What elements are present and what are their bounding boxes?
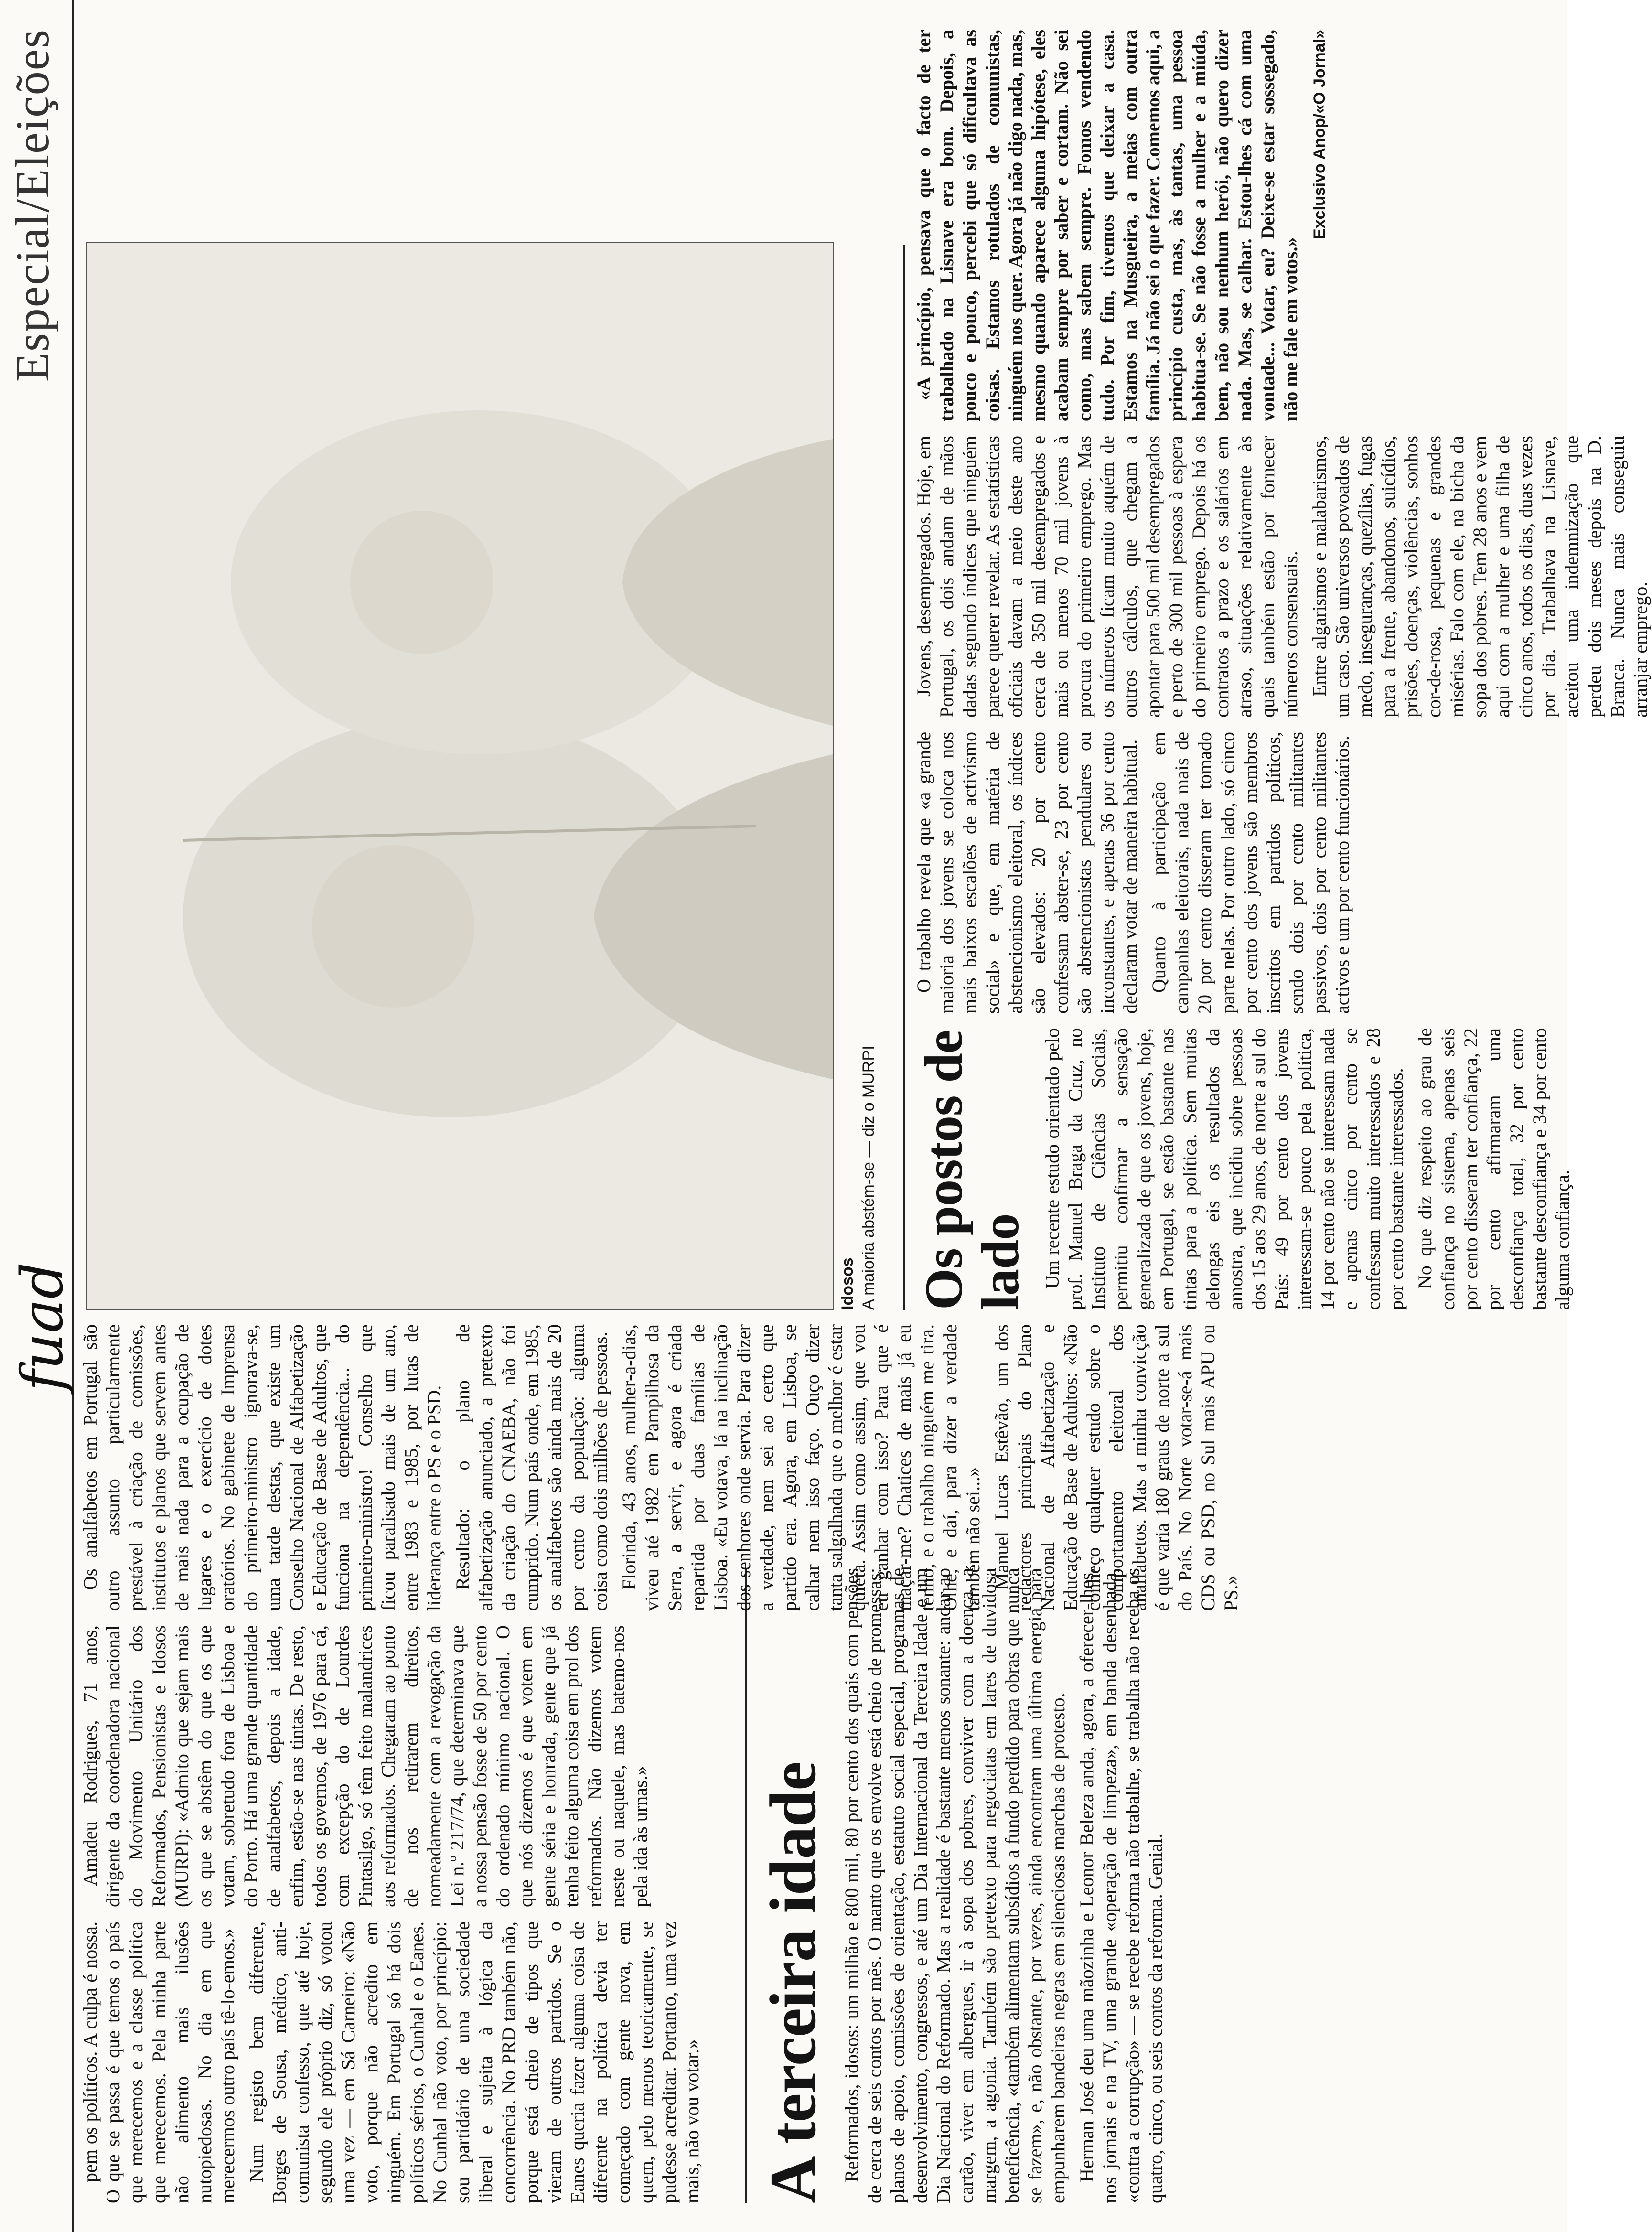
article2-headline: Os postos de lado [914,1030,1030,1310]
article1-paragraph: Os analfabetos em Portugal são outro assunto particularmente prestável à criação de comissões, institutos e planos que servem antes de mais nada para a ocupação de lugares e o exercício de dotes oratórios. No gabinete de Imprensa do primeiro-ministro ignorava-se, uma tarde destas, que existe um Conselho Nacional de Alfabetização e Educação de Base de Adultos, que funciona na dependência... do primeiro-ministro! Conselho que ficou paralisado mais de um ano, entre 1983 e 1985, por lutas de liderança entre o PS e o PSD. [79,1324,445,1611]
caption-title: Idosos [838,1257,857,1310]
article2-column-4 [912,30,1557,421]
article2-sidebar-column [86,30,898,230]
article2-paragraph: Um recente estudo orientado pelo prof. Manuel Braga da Cruz, no Instituto de Ciências Sociais, permitiu confirmar a sensação generalizada de que os jovens, hoje, em Portugal, se estão bastante nas tintas para a política. Sem muitas delongas eis os resultados da amostra, que incidiu sobre pessoas dos 15 aos 29 anos, de norte a sul do País: 49 por cento dos jovens interessam-se pouco pela política, 14 por cento não se interessam nada e apenas cinco por cento se confessam muito interessados e 28 por cento bastante interessados. [1041,1028,1407,1310]
photo-image [87,243,833,1309]
page-header [0,0,74,2232]
article2-paragraph: «A princípio, pensava que o facto de ter trabalhado na Lisnave era bom. Depois, a pouco e pouco, percebi que só dificultava as coisas. Estamos rotulados de comunistas, ninguém nos quer. Agora já não digo nada, mas, mesmo quando aparece alguma hipótese, eles acabam sempre por saber e cortam. Não sei como, mas sabem sempre. Fomos vendendo tudo. Por fim, tivemos que deixar a casa. Estamos na Musgueira, a meias com outra família. Já não sei o que fazer. Comemos aqui, a princípio custa, mas, às tantas, uma pessoa habitua-se. Se não fosse a mulher e a miúda, bem, não sou nenhum herói, não quero dizer nada. Mas, se calhar. Estou-lhes cá com uma vontade... Votar, eu? Deixe-se estar sossegado, não me fale em votos.» [913,30,1301,421]
article2-column-3 [912,436,1651,718]
article1-paragraph: pem os políticos. A culpa é nossa. O que se passa é que temos o país que merecemos e a classe política que merecemos. Pela minha parte não alimento mais ilusões nutopiedosas. No dia em que merecermos outro país tê-lo-emos.» [79,1921,238,2203]
article2-paragraph: O trabalho revela que «a grande maioria dos jovens se coloca nos mais baixos escalões de activismo social» e que, em matéria de abstencionismo eleitoral, os índices são elevados: 20 por cento confessam abster-se, 23 por cento são abstencionistas pendulares ou inconstantes, e apenas 36 por cento declaram votar de maneira habitual. [913,732,1141,1014]
article1-paragraph: Reformados, idosos: um milhão e 800 mil, 80 por cento dos quais com pensões de cerca de seis contos por mês. O manto que os envolve está cheio de promessas: planos de apoio, comissões de orientação, estatuto social especial, programas de desenvolvimento, congressos, e até um Dia Internacional da Terceira Idade e um Dia Nacional do Reformado. Mas a realidade é bastante menos sonante: andar ao cartão, viver em albergues, ir à sopa dos pobres, conviver com a doença, a margem, a agonia. Também são pretexto para negociatas em lares de duvidosa beneficência, «também alimentam subsídios a fundo perdido para obras que nunca se fazem», e, não obstante, por vezes, ainda encontram uma última energia para empunharem bandeiras negras em silenciosas marchas de protesto. [840,1568,1069,2203]
article1-paragraph: Florinda, 43 anos, mulher-a-dias, viveu até 1982 em Pampilhosa da Serra, a servir, e agora é criada repartida por duas famílias de Lisboa. «Eu votava, lá na inclinação dos senhores onde servia. Para dizer a verdade, nem sei ao certo que partido era. Agora, em Lisboa, se calhar nem isso faço. Ouço dizer tanta salgalhada que o melhor é estar quieta. Assim como assim, que vou eu ganhar com isso? Para que é maçar-me? Chatices de mais já eu tenho, e o trabalho ninguém me tira. Olhe, e daí, para dizer a verdade também não sei...» [618,1324,984,1611]
article1-paragraph: Manuel Lucas Estêvão, um dos redactores principais do Plano Nacional de Alfabetização e Educação de Base de Adultos: «Não conheço qualquer estudo sobre o comportamento eleitoral dos analfabetos. Mas a minha convicção é que varia 180 graus de norte a sul do País. No Norte votar-se-á mais CDS ou PSD, no Sul mais APU ou PS.» [991,1324,1242,1611]
article2-credit: Exclusivo Anop/«O Jornal» [1310,30,1329,239]
photo-caption [837,245,894,1310]
section-mark: fuad [10,1262,76,1391]
article1-paragraph: Num registo bem diferente, Borges de Sousa, médico, anti-comunista confesso, que até hoje, segundo ele próprio diz, só votou uma vez — em Sá Carneiro: «Não voto, porque não acredito em ninguém. Em Portugal só há dois políticos sérios, o Cunhal e o Eanes. No Cunhal não voto, por princípio: sou partidário de uma sociedade liberal e sujeita à lógica da concorrência. No PRD também não, porque está cheio de tipos que vieram de outros partidos. Se o Eanes queria fazer alguma coisa de diferente na política devia ter começado com gente nova, em quem, pelo menos teoricamente, se pudesse acreditar. Portanto, uma vez mais, não vou votar.» [246,1921,703,2203]
photo-elderly [86,242,834,1310]
article1-paragraph: Herman José deu uma mãozinha e Leonor Beleza anda, agora, a oferecer-lhes, nos jornais e na TV, uma grande «operação de limpeza», em banda desenhada, «contra a corrupção» — se recebe reforma não trabalhe, se trabalha não receba os quatro, cinco, ou seis contos da reforma. Genial. [1075,1568,1166,2203]
article2-column-1 [912,1028,1574,1310]
article1-column-3 [79,1324,1242,1611]
section-title: Especial/Eleições [6,29,59,382]
article2-paragraph: Jovens, desempregados. Hoje, em Portugal, os dois andam de mãos dadas segundo índices que ninguém parece querer revelar. As estatísticas oficiais davam a meio deste ano cerca de 350 mil desempregados e mais ou menos 70 mil jovens à procura do primeiro emprego. Mas os números ficam muito aquém de outros cálculos, que chegam a apontar para 500 mil desempregados e perto de 300 mil pessoas à espera do primeiro emprego. Depois há os contratos a prazo e os salários em atraso, situações relativamente às quais também estão por fornecer números consensuais. [913,436,1301,718]
article1-top-rule [745,1568,747,2203]
article1-paragraph: Amadeu Rodrigues, 71 anos, dirigente da coordenadora nacional do Movimento Unitário dos Reformados, Pensionistas e Idosos (MURPI): «Admito que sejam mais os que se abstêm do que os que votam, sobretudo fora de Lisboa e do Porto. Há uma grande quantidade de analfabetos, depois a idade, enfim, estão-se nas tintas. De resto, todos os governos, de 1976 para cá, com excepção do de Lourdes Pintasilgo, só têm feito malandrices aos reformados. Chegaram ao ponto de nos retirarem direitos, nomeadamente com a revogação da Lei n.º 217/74, que determinava que a nossa pensão fosse de 50 por cento do ordenado mínimo nacional. O que nós dizemos é que votem em gente séria e honrada, gente que já tenha feito alguma coisa em prol dos reformados. Não dizemos votem neste ou naquele, mas batemo-nos pela ida às urnas.» [79,1625,651,1907]
caption-text: A maioria abstém-se — diz o MURPI [859,1045,878,1310]
article1-column-2 [79,1625,738,1907]
article2-column-2 [912,732,1557,1014]
article2-paragraph: Quanto à participação em campanhas eleitorais, nada mais de 20 por cento disseram ter tomado parte nelas. Por outro lado, só cinco por cento dos jovens são membros inscritos em partidos políticos, sendo dois por cento militantes passivos, dois por cento militantes activos e um por cento funcionários. [1148,732,1353,1014]
article2-paragraph: Entre algarismos e malabarismos, um caso. São universos povoados de medo, inseguranças, quezílias, fugas para a frente, abandonos, suicídios, prisões, doenças, violências, sonhos cor-de-rosa, pequenas e grandes misérias. Falo com ele, na bicha da sopa dos pobres. Tem 28 anos e vem aqui com a mulher e uma filha de cinco anos, todos os dias, duas vezes por dia. Trabalhava na Lisnave, aceitou uma indemnização que perdeu dois meses depois na D. Branca. Nunca mais conseguiu arranjar emprego. [1309,436,1651,718]
article1-body [755,1568,1557,2203]
article2-top-rule [903,245,905,1310]
article1-paragraph: Resultado: o plano de alfabetização anunciado, a pretexto da criação do CNAEBA, não foi cumprido. Num país onde, em 1985, os analfabetos são ainda mais de 20 por cento da população: alguma coisa como dois milhões de pessoas. [452,1324,611,1611]
article2-paragraph: No que diz respeito ao grau de confiança no sistema, apenas seis por cento disseram ter confiança, 22 por cento afirmaram uma desconfiança total, 32 por cento bastante desconfiança e 34 por cento alguma confiança. [1414,1028,1574,1310]
article1-headline: A terceira idade [756,1761,829,2203]
